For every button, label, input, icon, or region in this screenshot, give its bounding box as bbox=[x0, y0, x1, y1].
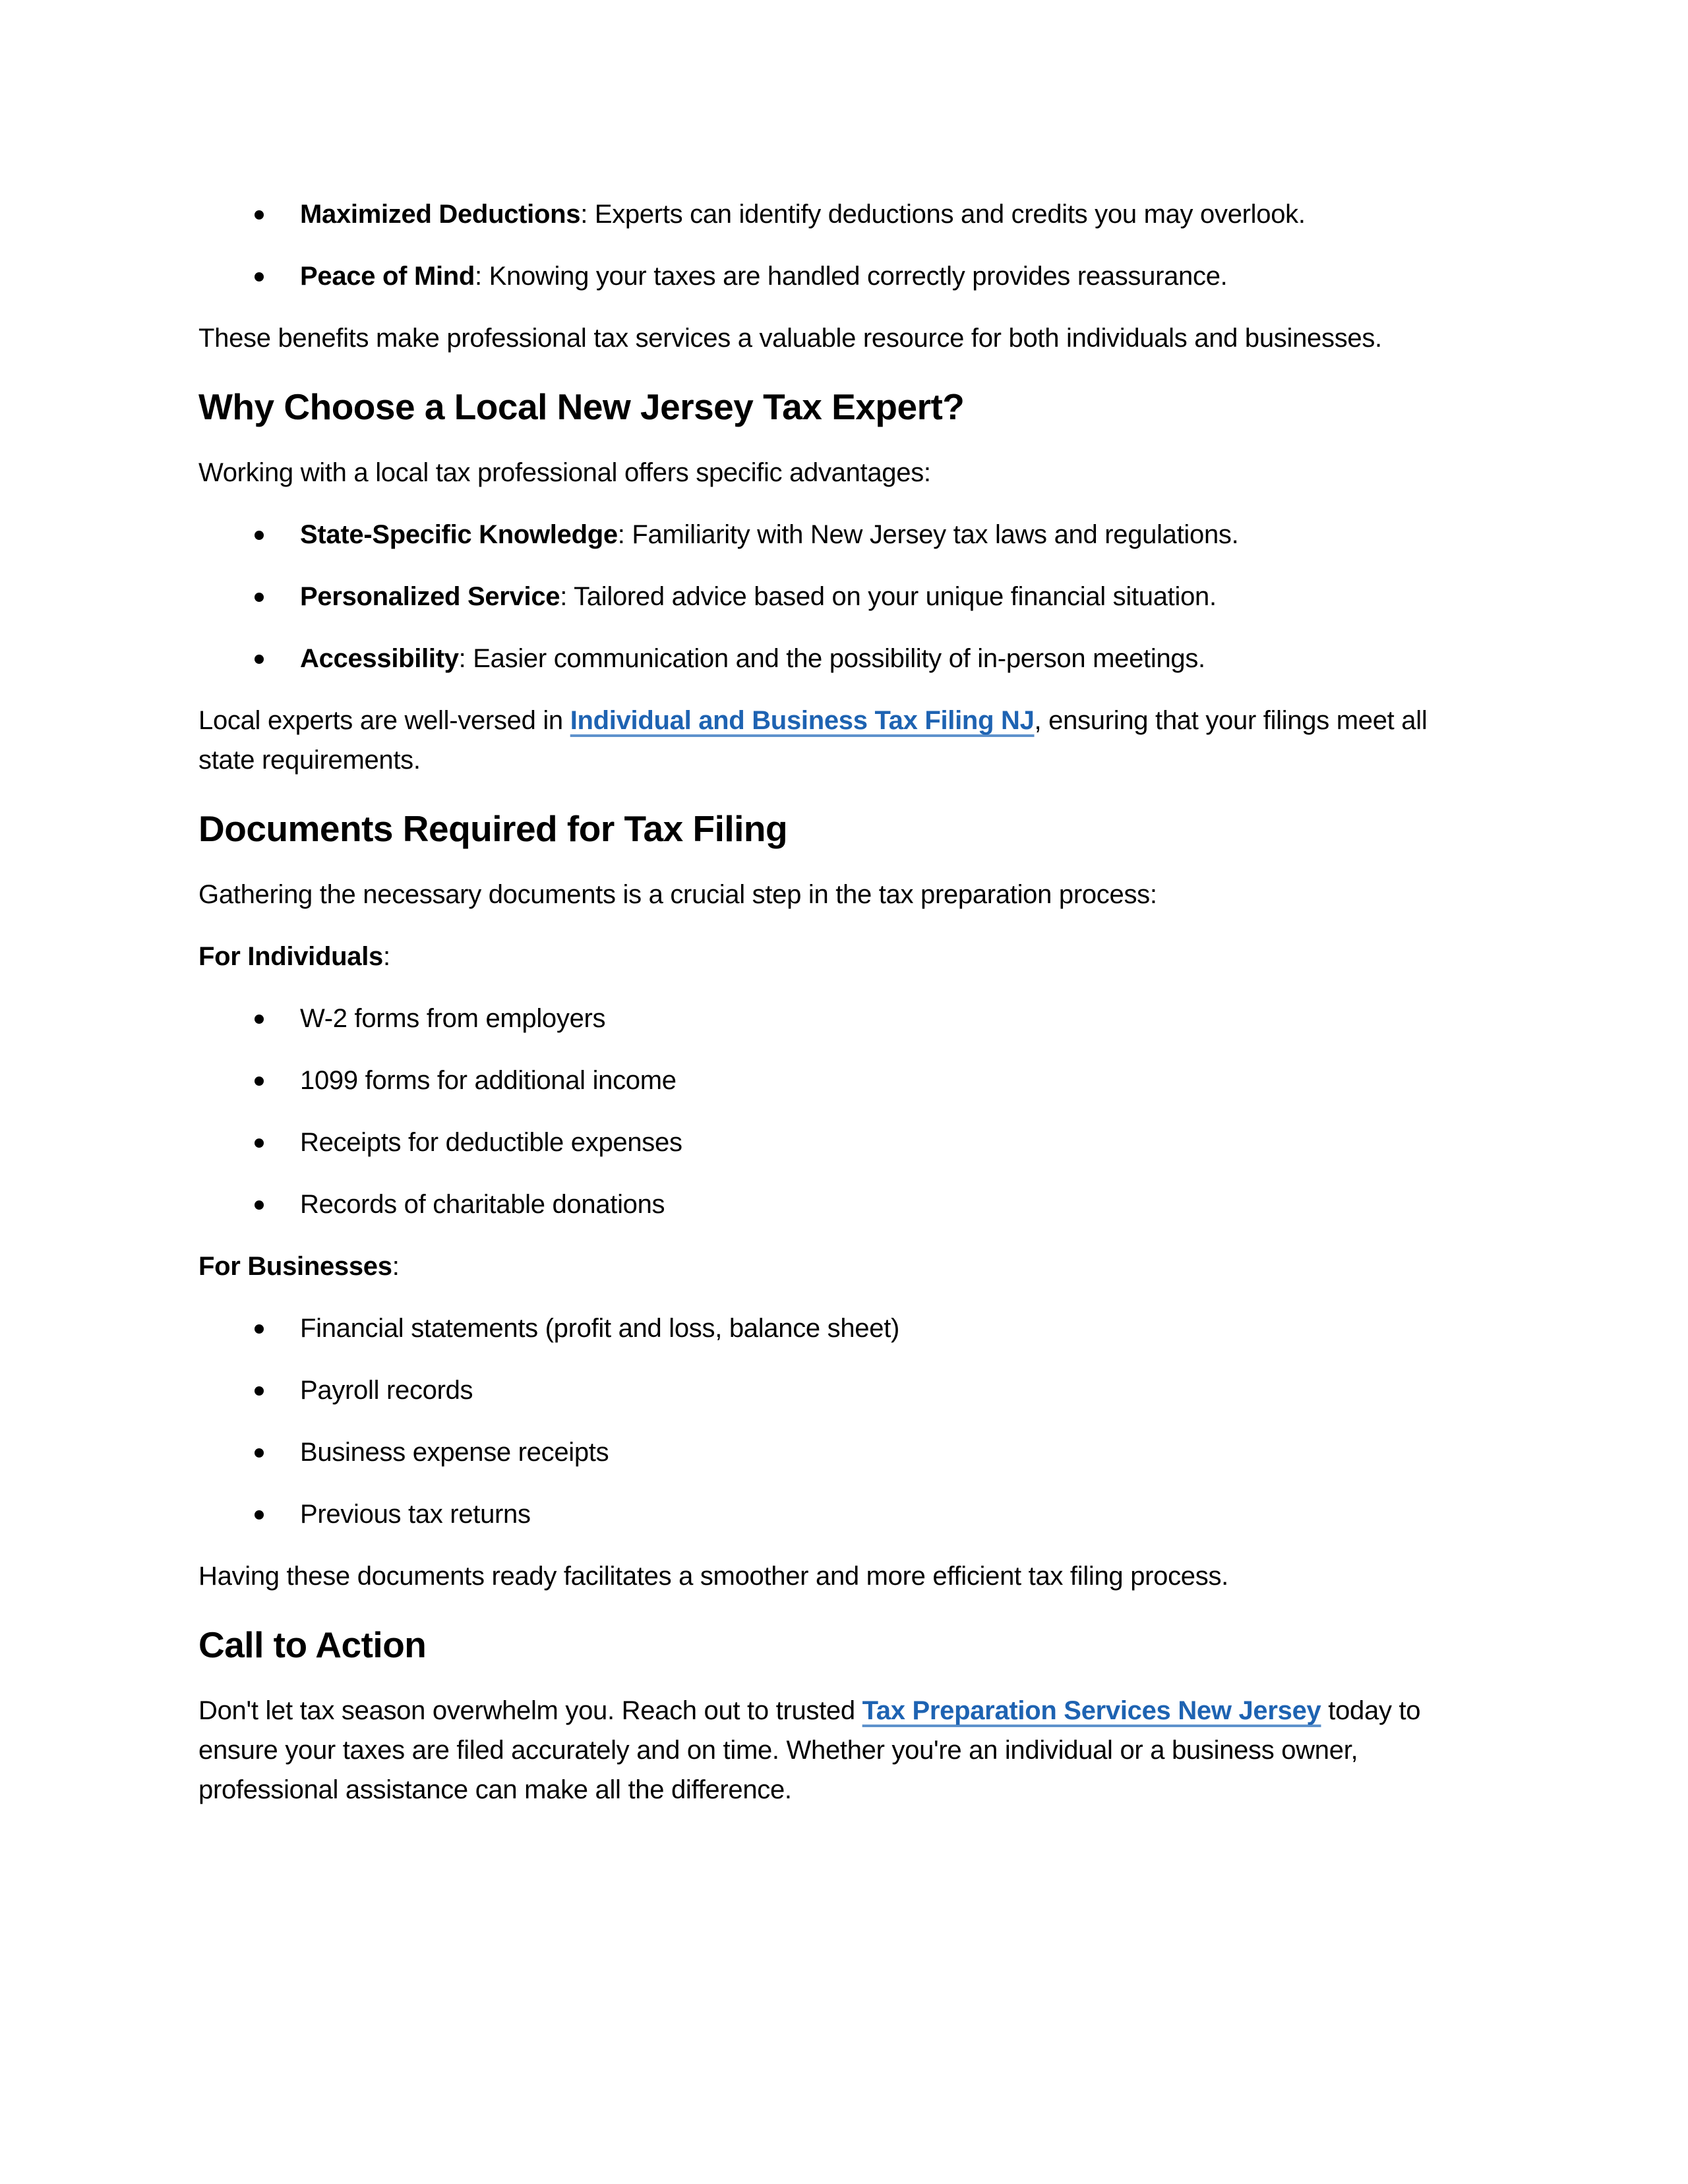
individuals-documents-list bbox=[300, 999, 1490, 1224]
heading-why-choose: Why Choose a Local New Jersey Tax Expert? bbox=[198, 386, 965, 427]
text-after-link: , ensuring that your filings meet all state requirements. bbox=[198, 706, 1428, 775]
bullet-bold-label: Personalized Service bbox=[300, 582, 560, 611]
text-after-link: today to ensure your taxes are filed accurately and on time. Whether you're an individual or a business owner, professional assistance can make all the difference. bbox=[198, 1696, 1421, 1804]
paragraph-documents-summary: Having these documents ready facilitates a smoother and more efficient tax filing process. bbox=[198, 1562, 1228, 1591]
bullet-text: : Easier communication and the possibility of in-person meetings. bbox=[458, 644, 1205, 673]
document-content bbox=[198, 194, 1490, 1832]
paragraph-local-experts bbox=[198, 701, 1490, 780]
list-item bbox=[300, 256, 1490, 296]
label-for-individuals bbox=[198, 937, 1490, 976]
heading-call-to-action: Call to Action bbox=[198, 1624, 427, 1665]
bullet-text: : Tailored advice based on your unique financial situation. bbox=[560, 582, 1217, 611]
text-before-link: Local experts are well-versed in bbox=[198, 706, 570, 735]
paragraph-cta bbox=[198, 1691, 1490, 1810]
list-item bbox=[300, 515, 1490, 554]
list-item: Business expense receipts bbox=[300, 1432, 1490, 1472]
link-individual-business-tax-filing-nj[interactable]: Individual and Business Tax Filing NJ bbox=[570, 706, 1035, 735]
heading-documents-required: Documents Required for Tax Filing bbox=[198, 808, 788, 849]
paragraph-benefits-summary: These benefits make professional tax services a valuable resource for both individuals and businesses. bbox=[198, 324, 1382, 353]
list-item: Receipts for deductible expenses bbox=[300, 1123, 1490, 1162]
bullet-bold-label: Accessibility bbox=[300, 644, 459, 673]
label-for-businesses bbox=[198, 1247, 1490, 1286]
list-item: Payroll records bbox=[300, 1371, 1490, 1410]
link-tax-preparation-services-new-jersey[interactable]: Tax Preparation Services New Jersey bbox=[862, 1696, 1321, 1725]
bullet-bold-label: State-Specific Knowledge bbox=[300, 520, 618, 549]
list-item: Financial statements (profit and loss, balance sheet) bbox=[300, 1309, 1490, 1348]
list-item bbox=[300, 194, 1490, 234]
businesses-documents-list bbox=[300, 1309, 1490, 1534]
label-bold-text: For Businesses bbox=[198, 1252, 392, 1281]
bullet-bold-label: Peace of Mind bbox=[300, 262, 475, 291]
bullet-text: : Knowing your taxes are handled correctly provides reassurance. bbox=[475, 262, 1228, 291]
bullet-text: : Experts can identify deductions and credits you may overlook. bbox=[580, 200, 1306, 229]
list-item: Previous tax returns bbox=[300, 1494, 1490, 1534]
paragraph-why-intro: Working with a local tax professional offers specific advantages: bbox=[198, 458, 931, 487]
why-advantages-list bbox=[300, 515, 1490, 678]
label-bold-text: For Individuals bbox=[198, 942, 383, 971]
list-item bbox=[300, 577, 1490, 616]
list-item bbox=[300, 639, 1490, 678]
paragraph-documents-intro: Gathering the necessary documents is a crucial step in the tax preparation process: bbox=[198, 880, 1157, 909]
label-suffix: : bbox=[392, 1252, 400, 1281]
list-item: W-2 forms from employers bbox=[300, 999, 1490, 1038]
bullet-bold-label: Maximized Deductions bbox=[300, 200, 581, 229]
list-item: 1099 forms for additional income bbox=[300, 1061, 1490, 1100]
label-suffix: : bbox=[382, 942, 390, 971]
text-before-link: Don't let tax season overwhelm you. Reach out to trusted bbox=[198, 1696, 862, 1725]
list-item: Records of charitable donations bbox=[300, 1185, 1490, 1224]
bullet-text: : Familiarity with New Jersey tax laws and regulations. bbox=[617, 520, 1239, 549]
benefits-list bbox=[300, 194, 1490, 296]
